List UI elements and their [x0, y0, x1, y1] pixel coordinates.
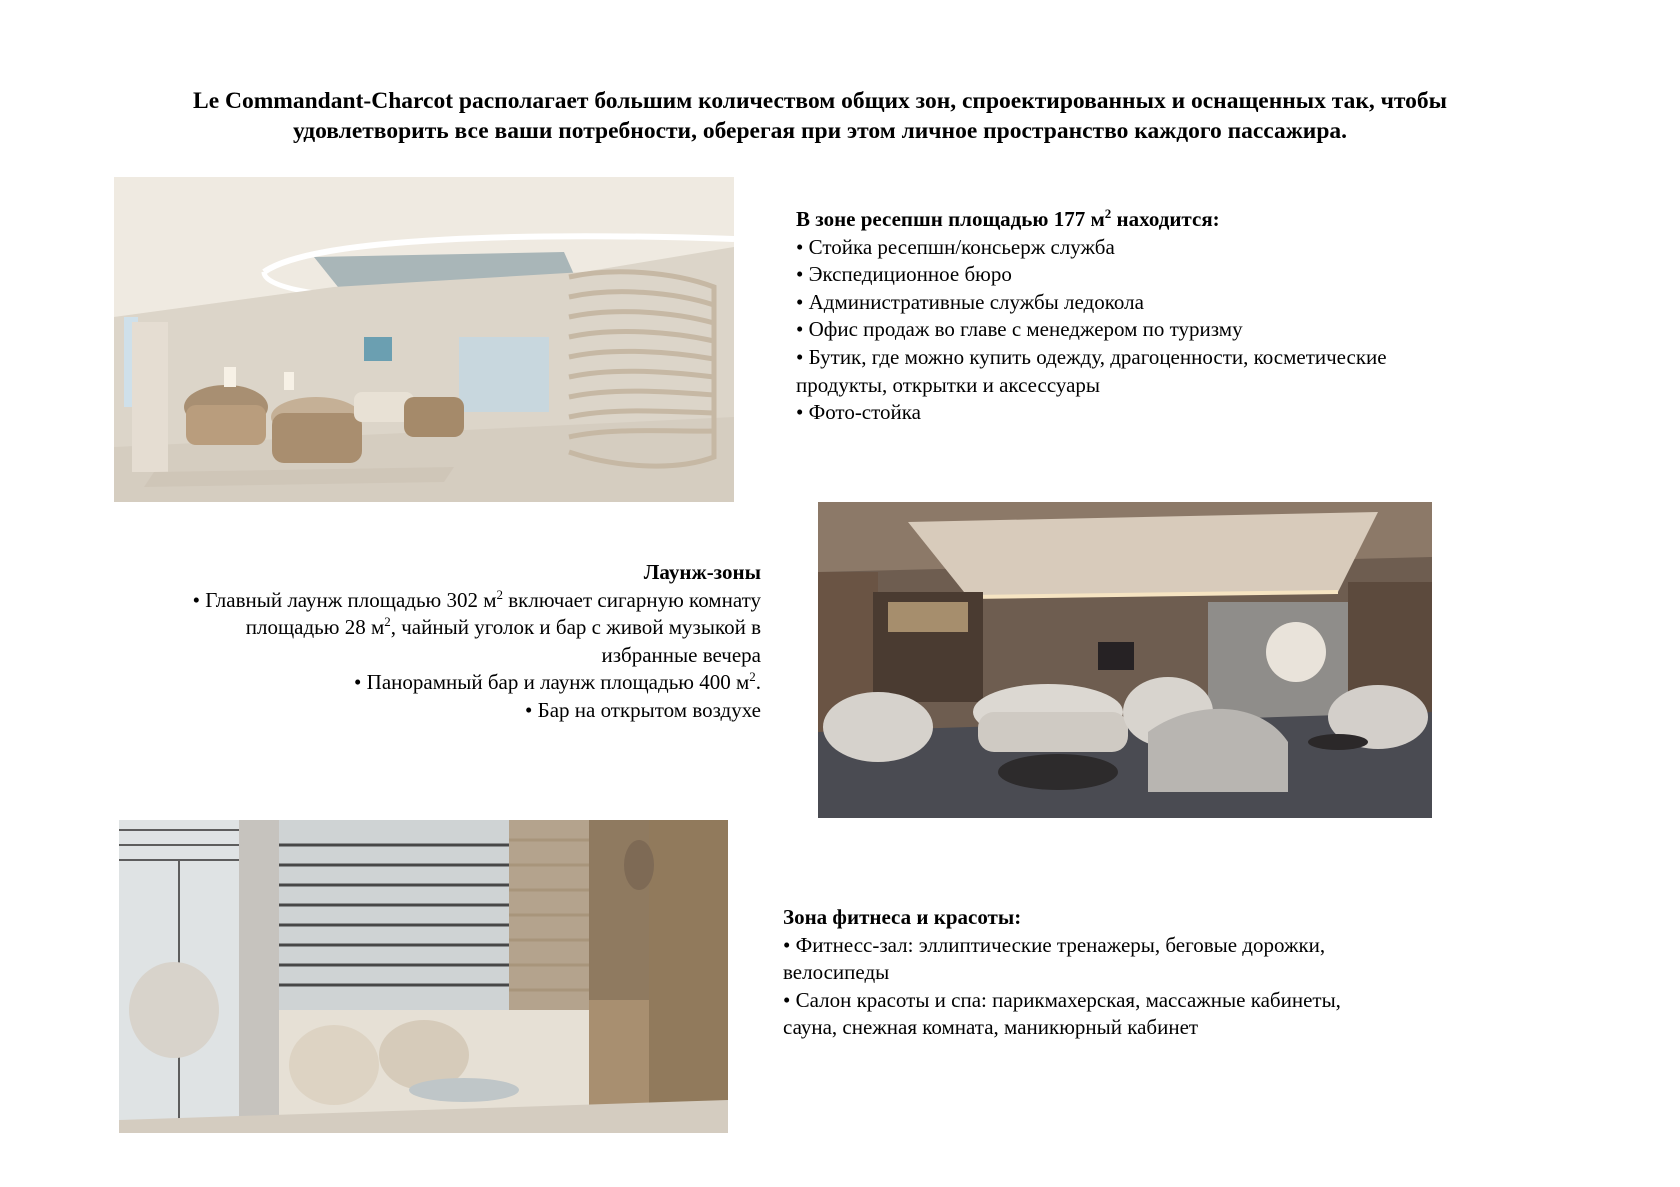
fitness-item: • Фитнесс-зал: эллиптические тренажеры, беговые дорожки,: [783, 932, 1326, 957]
lounge-line: [90, 587, 761, 615]
fitness-item: велосипеды: [783, 960, 890, 985]
lounge-line-text: площадью 28 м: [245, 615, 385, 640]
intro-line-1: Le Commandant-Charcot располагает большим количеством общих зон, спроектированных и оснащенных так, чтобы: [193, 88, 1447, 114]
lounge-superscript: 2: [749, 669, 756, 685]
fitness-heading: Зона фитнеса и красоты:: [783, 905, 1022, 929]
reception-heading: [796, 206, 1496, 234]
lounge-area-photo: [818, 502, 1432, 818]
reception-area-photo: [114, 177, 734, 502]
reception-item: • Офис продаж во главе с менеджером по туризму: [796, 317, 1243, 342]
lounge-section: [90, 559, 761, 725]
reception-heading-text: В зоне ресепшн площадью 177 м: [796, 207, 1105, 231]
reception-item: продукты, открытки и аксессуары: [796, 372, 1101, 397]
lounge-line-text: • Панорамный бар и лаунж площадью 400 м: [354, 670, 750, 695]
lounge-line-text: • Главный лаунж площадью 302 м: [192, 587, 497, 612]
lounge-line: избранные вечера: [601, 642, 761, 667]
fitness-item: сауна, снежная комната, маникюрный кабинет: [783, 1015, 1199, 1040]
reception-item: • Административные службы ледокола: [796, 289, 1144, 314]
lounge-line: [90, 669, 761, 697]
lounge-superscript: 2: [496, 586, 504, 602]
reception-item: • Бутик, где можно купить одежду, драгоценности, косметические: [796, 344, 1387, 369]
intro-line-2: удовлетворить все ваши потребности, оберегая при этом личное пространство каждого пассажира.: [292, 118, 1348, 144]
lounge-line-text-end: включает сигарную комнату: [503, 587, 761, 612]
reception-item: • Фото-стойка: [796, 400, 921, 425]
reception-section: [796, 206, 1496, 427]
lounge-line: [90, 614, 761, 642]
lounge-heading: Лаунж-зоны: [643, 560, 761, 584]
reception-heading-text-end: находится:: [1111, 207, 1220, 231]
lounge-line-text-end: .: [755, 670, 761, 695]
reception-item: • Стойка ресепшн/консьерж служба: [796, 234, 1115, 259]
fitness-item: • Салон красоты и спа: парикмахерская, массажные кабинеты,: [783, 987, 1341, 1012]
fitness-area-photo: [119, 820, 728, 1133]
lounge-line-text-end: , чайный уголок и бар с живой музыкой в: [390, 615, 761, 640]
lounge-superscript: 2: [384, 614, 391, 630]
reception-item: • Экспедиционное бюро: [796, 262, 1012, 287]
fitness-section: [783, 904, 1483, 1042]
lounge-line: • Бар на открытом воздухе: [525, 697, 761, 722]
intro-text: [90, 86, 1550, 146]
reception-heading-superscript: 2: [1104, 206, 1112, 221]
